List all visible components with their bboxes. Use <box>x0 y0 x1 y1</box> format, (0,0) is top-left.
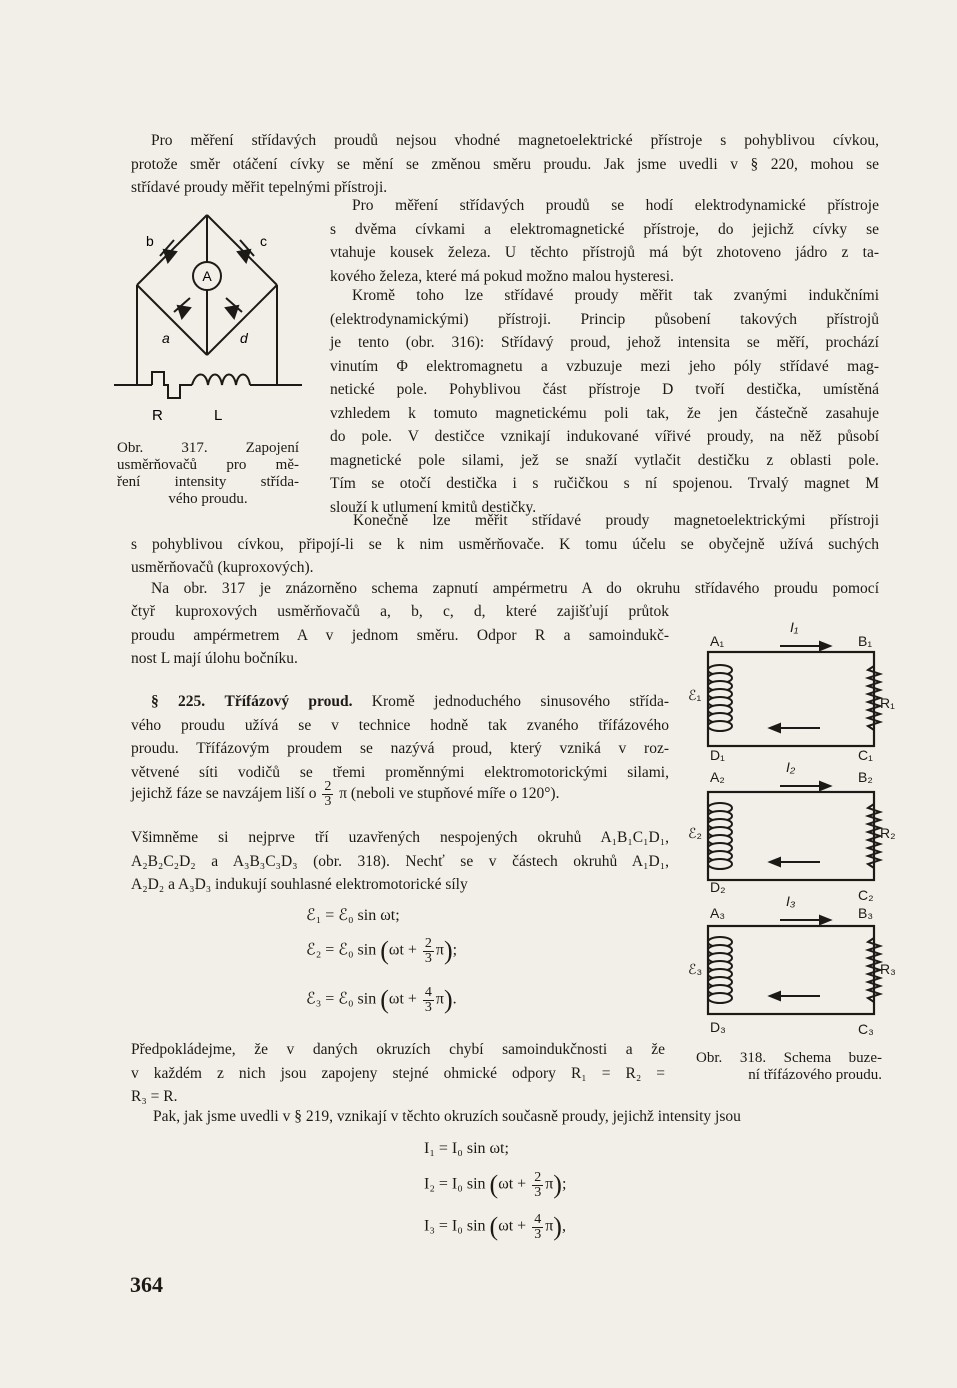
numerator: 2 <box>324 779 332 794</box>
text-line: Kromě jednoduchého sinusového střída- <box>352 693 670 710</box>
text-line: jejichž fáze se navzájem liší o <box>131 785 317 803</box>
node-B2: B₂ <box>858 769 873 785</box>
ammeter-label: A <box>202 268 212 284</box>
text-line: Všimněme si nejprve tří uzavřených nespojených okruhů A₁B₁C₁D₁, <box>131 829 669 846</box>
caption-line: vého proudu. <box>168 491 248 507</box>
caption-line: ření intensity střída- <box>117 474 299 490</box>
paragraph-3 <box>330 284 879 519</box>
text-line: vinutím Φ elektromagnetu a vzbuzuje mezi jeho póly střídavé mag- <box>330 357 879 375</box>
denominator: 3 <box>424 999 432 1015</box>
text-line: vzhledem k tomuto magnetickému poli tak, že jen částečně zasahuje <box>330 404 879 422</box>
fraction <box>423 986 434 1015</box>
text-line: Pak, jak jsme uvedli v § 219, vznikají v těchto okruzích současně proudy, jejichž intensity jsou <box>153 1108 741 1125</box>
node-B1: B₁ <box>858 633 873 649</box>
text-line: v každém z nich jsou zapojeny stejné ohmické odpory R₁ = R₂ = <box>131 1064 665 1082</box>
text-line: kového železa, které má pokud možno malou hysteresi. <box>330 267 674 285</box>
emf-E3: ℰ₃ <box>688 961 703 977</box>
caption-line: usměrňovačů pro mě- <box>117 457 299 473</box>
current-equation-3: I₃ = I₀ sin (ωt + $\frac{4}{3}$ π), <box>424 1211 566 1242</box>
numerator: 2 <box>424 935 432 951</box>
diode-label-a: a <box>162 330 170 346</box>
eq-lhs: ℰ₃ = ℰ₀ sin <box>306 990 377 1008</box>
eq-end: . <box>452 990 457 1008</box>
text-line: usměrňovačů (kuproxových). <box>131 559 314 576</box>
text-line: proudu. Třífázovým proudem se nazývá proud, který vzniká v roz- <box>131 740 669 757</box>
eq-end: ; <box>561 1175 567 1193</box>
eq-end: ; <box>452 941 458 959</box>
resistor-R2: R₂ <box>880 825 896 841</box>
text-line: střídavé proudy měřit tepelnými přístroji. <box>131 179 388 196</box>
section-title: Třífázový proud. <box>224 693 353 710</box>
text-line: netické pole. Pohyblivou část přístroje D tvoří destička, umístěná <box>330 381 879 398</box>
text-line: proudu ampérmetrem A v jednom směru. Odpor R a samoindukč- <box>131 626 669 644</box>
caption-line: Obr. 318. Schema buze- <box>696 1050 882 1066</box>
current-I3: I₃ <box>786 893 796 909</box>
diode-label-c: c <box>260 233 267 249</box>
page-number: 364 <box>130 1272 163 1297</box>
eq-arg: ωt + <box>388 941 417 959</box>
section-number: § 225. <box>151 693 206 710</box>
text-line: je tento (obr. 316): Střídavý proud, jehož intensita se měří, prochází <box>330 334 879 351</box>
text-line: A₂B₂C₂D₂ a A₃B₃C₃D₃ (obr. 318). Nechť se v částech okruhů A₁D₁, <box>131 852 669 870</box>
emf-E1: ℰ₁ <box>688 687 702 703</box>
eq-tail: π <box>545 1175 554 1193</box>
text-line: s dvěma cívkami a elektromagnetické přístroje, do jejichž cívky se <box>330 220 879 238</box>
paragraph-5 <box>131 577 879 601</box>
text-line: (elektrodynamickými) přístroji. Princip působení takových přístrojů <box>330 310 879 328</box>
eq-arg: ωt + <box>498 1175 527 1193</box>
paragraph-8 <box>131 1105 879 1129</box>
paragraph-2 <box>330 194 879 288</box>
text-line: Kromě toho lze střídavé proudy měřit tak zvanými indukčními <box>352 287 879 304</box>
eq-tail: π <box>545 1217 554 1235</box>
paragraph-5-cont <box>131 600 669 671</box>
current-equation-2: I₂ = I₀ sin (ωt + $\frac{2}{3}$ π); <box>424 1169 567 1200</box>
eq-arg: ωt + <box>388 990 417 1008</box>
caption-line: Obr. 317. Zapojení <box>117 440 299 456</box>
text-line: Pro měření střídavých proudů se hodí elektrodynamické přístroje <box>352 197 879 214</box>
eq-tail: π <box>435 941 444 959</box>
circuit-1-loop <box>708 652 874 746</box>
text-line: čtyř kuproxových usměrňovačů a, b, c, d, které zajišťují průtok <box>131 603 669 620</box>
node-C1: C₁ <box>858 747 873 763</box>
text-line: Konečně lze měřit střídavé proudy magnetoelektrickými přístroji <box>353 512 879 529</box>
paragraph-4 <box>131 509 879 580</box>
numerator: 4 <box>424 984 432 1000</box>
eq-lhs: ℰ₂ = ℰ₀ sin <box>306 941 377 959</box>
emf-E2: ℰ₂ <box>688 825 702 841</box>
node-C2: C₂ <box>858 887 874 903</box>
text-line: A₂D₂ a A₃D₃ indukují souhlasné elektromotorické síly <box>131 876 468 893</box>
denominator: 3 <box>424 950 432 966</box>
text-line: Předpokládejme, že v daných okruzích chybí samoindukčnosti a že <box>131 1041 665 1058</box>
denominator: 3 <box>534 1184 542 1200</box>
node-C3: C₃ <box>858 1021 874 1037</box>
circuit-2-loop <box>708 792 874 880</box>
denominator: 3 <box>534 1226 542 1242</box>
paragraph-1 <box>131 129 879 200</box>
text-line: protože směr otáčení cívky se mění se změnou směru proudu. Jak jsme uvedli v § 220, mohou se <box>131 155 879 173</box>
text-line: R₃ = R. <box>131 1088 178 1105</box>
fraction <box>532 1171 543 1200</box>
emf-equation-3: ℰ₃ = ℰ₀ sin (ωt + $\frac{4}{3}$ π). <box>306 984 457 1015</box>
text-line: vého proudu užívá se v technice hodně tak zvaného třífázového <box>131 716 669 734</box>
eq-arg: ωt + <box>498 1217 527 1235</box>
text-line: slouží k utlumení kmitů destičky. <box>330 498 537 516</box>
current-I1: I₁ <box>790 619 799 635</box>
denominator: 3 <box>324 794 332 809</box>
inductor-label-L: L <box>214 407 223 424</box>
current-I2: I₂ <box>786 759 796 775</box>
eq-lhs: I₂ = I₀ sin <box>424 1175 486 1193</box>
node-D3: D₃ <box>710 1019 726 1035</box>
figure-317-caption <box>117 440 299 508</box>
fraction <box>322 780 333 809</box>
paragraph-7 <box>131 1038 665 1109</box>
text-line: větvené síti vodičů se třemi proměnnými elektromotorickými silami, <box>131 763 669 781</box>
node-A2: A₂ <box>710 769 725 785</box>
eq-tail: π <box>435 990 444 1008</box>
node-A3: A₃ <box>710 905 726 921</box>
section-heading-line <box>131 690 669 714</box>
text-line: Na obr. 317 je znázorněno schema zapnutí ampérmetru A do okruhu střídavého proudu pomocí <box>151 580 879 597</box>
text-line: magnetické pole silami, jež se snaží vytlačit destičku z oblasti pole. <box>330 451 879 469</box>
resistor-R3: R₃ <box>880 961 896 977</box>
numerator: 4 <box>534 1211 542 1227</box>
section-225 <box>131 690 669 784</box>
fraction <box>532 1213 543 1242</box>
coil-3 <box>708 937 732 1003</box>
caption-line: ní třífázového proudu. <box>748 1067 882 1083</box>
figure-318-caption <box>696 1050 882 1084</box>
diode-label-b: b <box>146 233 154 249</box>
text-line: π (neboli ve stupňové míře o 120°). <box>339 785 560 803</box>
resistor-R1: R₁ <box>880 695 895 711</box>
paragraph-6 <box>131 826 669 897</box>
coil-2 <box>708 803 732 869</box>
resistor-label-R: R <box>152 407 163 424</box>
node-D2: D₂ <box>710 879 726 895</box>
eq-end: , <box>561 1217 566 1235</box>
text-line: s pohyblivou cívkou, připojí-li se k nim usměrňovače. K tomu účelu se obyčejně užívá suchých <box>131 535 879 553</box>
coil-1 <box>708 665 732 731</box>
node-A1: A₁ <box>710 633 725 649</box>
phase-difference-line <box>131 780 691 809</box>
diode-label-d: d <box>240 330 248 346</box>
figure-317-rectifier-bridge <box>112 210 307 430</box>
text-line: Pro měření střídavých proudů nejsou vhodné magnetoelektrické přístroje s pohyblivou cívkou, <box>151 132 879 149</box>
figure-318-three-phase-circuits <box>680 612 900 1044</box>
circuit-3-loop <box>708 926 874 1014</box>
emf-equation-2: ℰ₂ = ℰ₀ sin (ωt + $\frac{2}{3}$ π); <box>306 935 458 966</box>
node-B3: B₃ <box>858 905 874 921</box>
text-line: do pole. V destičce vznikají indukované vířivé proudy, na něž působí <box>330 428 879 445</box>
fraction <box>423 937 434 966</box>
text-line: nost L mají úlohu bočníku. <box>131 650 298 667</box>
emf-equation-1: ℰ₁ = ℰ₀ sin ωt; <box>306 907 400 924</box>
node-D1: D₁ <box>710 747 725 763</box>
current-equation-1: I₁ = I₀ sin ωt; <box>424 1140 509 1157</box>
numerator: 2 <box>534 1169 542 1185</box>
eq-lhs: I₃ = I₀ sin <box>424 1217 486 1235</box>
text-line: Tím se otočí destička i s ručičkou s ní spojenou. Trvalý magnet M <box>330 475 879 492</box>
text-line: vtahuje kousek železa. U těchto přístrojů má být zhotoveno jádro z ta- <box>330 244 879 261</box>
